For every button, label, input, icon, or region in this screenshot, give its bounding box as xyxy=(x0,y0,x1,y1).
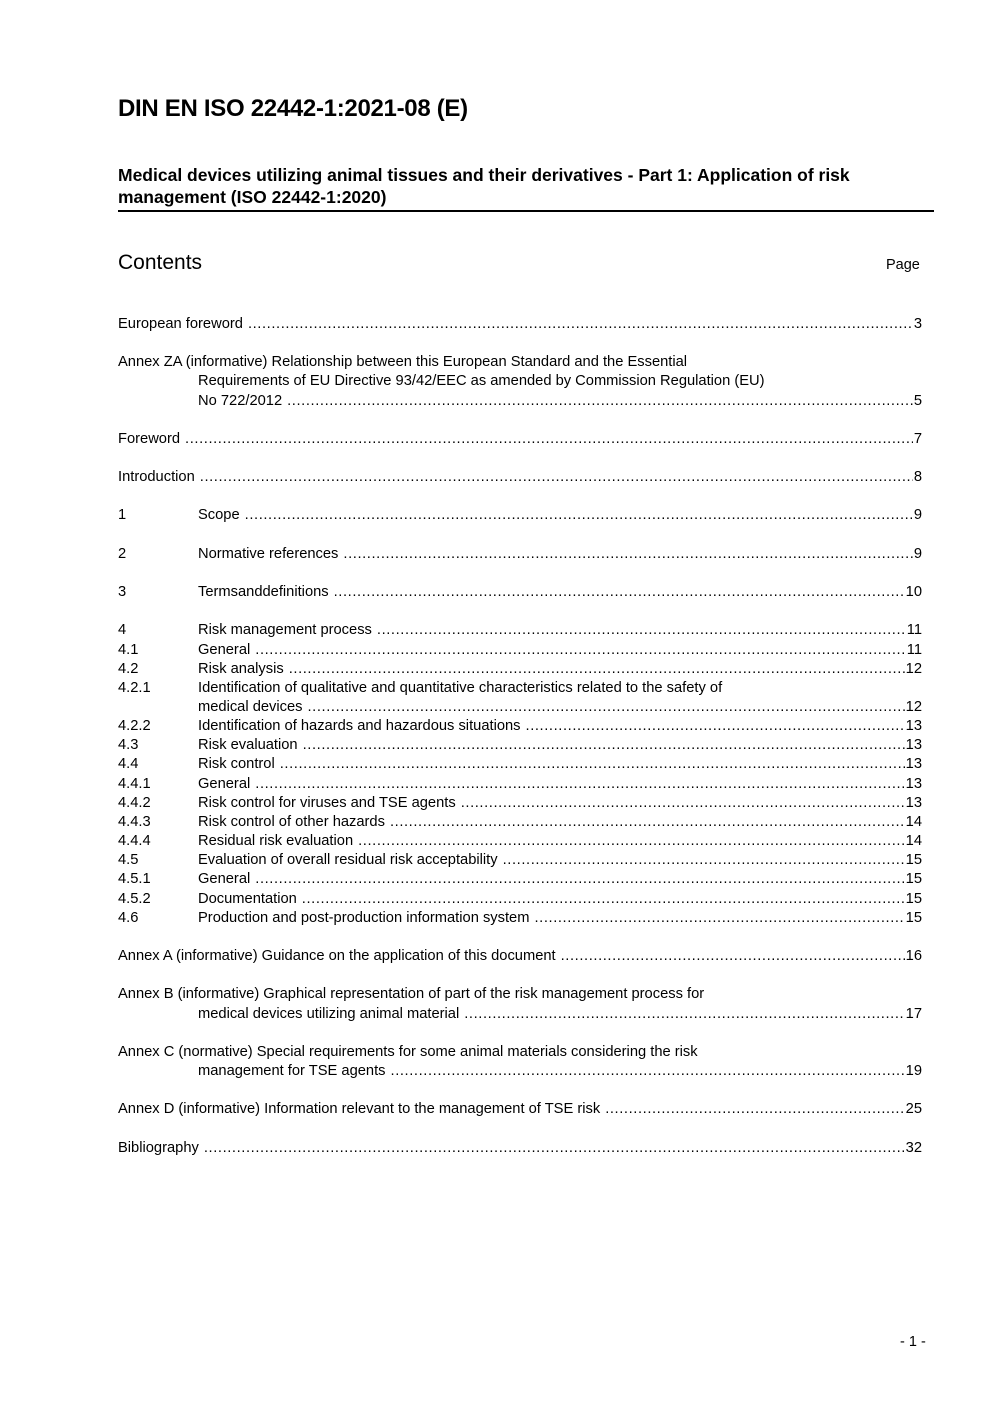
page-column-heading: Page xyxy=(886,257,920,273)
toc-leader-dots xyxy=(461,794,905,813)
toc-entry-page: 10 xyxy=(905,584,922,600)
toc-entry-page: 11 xyxy=(906,642,922,658)
toc-entry-section-4-2-2[interactable] xyxy=(118,717,922,736)
toc-entry-section-4-5-1[interactable] xyxy=(118,870,922,889)
toc-entry-section-4-5-2[interactable] xyxy=(118,890,922,909)
toc-entry-title: Bibliography xyxy=(118,1140,199,1156)
toc-leader-dots xyxy=(200,468,913,487)
toc-entry-introduction[interactable] xyxy=(118,468,922,487)
toc-entry-annex-d[interactable] xyxy=(118,1100,922,1119)
toc-entry-page: 14 xyxy=(905,814,922,830)
toc-entry-section-4[interactable] xyxy=(118,621,922,640)
toc-entry-title: Termsanddefinitions xyxy=(198,584,329,600)
toc-entry-title: Identification of qualitative and quantitative characteristics related to the safety of xyxy=(198,680,723,696)
toc-section-number: 4.4.3 xyxy=(118,814,151,830)
toc-section-number: 4.1 xyxy=(118,642,139,658)
toc-leader-dots xyxy=(255,775,904,794)
toc-section-number: 4.4.1 xyxy=(118,776,151,792)
toc-entry-page: 13 xyxy=(905,795,922,811)
toc-entry-title: Requirements of EU Directive 93/42/EEC as amended by Commission Regulation (EU) xyxy=(198,373,765,389)
toc-leader-dots xyxy=(287,392,913,411)
toc-entry-page: 25 xyxy=(905,1101,922,1117)
toc-entry-section-4-2-1-cont[interactable] xyxy=(118,698,922,717)
toc-entry-page: 15 xyxy=(905,871,922,887)
toc-leader-dots xyxy=(289,660,905,679)
toc-entry-title: Annex A (informative) Guidance on the application of this document xyxy=(118,948,556,964)
toc-entry-annex-c-cont[interactable] xyxy=(118,1062,922,1081)
toc-entry-page: 12 xyxy=(905,661,922,677)
toc-section-number: 4.6 xyxy=(118,910,139,926)
toc-entry-title: Annex B (informative) Graphical representation of part of the risk management process for xyxy=(118,986,705,1002)
toc-entry-title: Annex ZA (informative) Relationship between this European Standard and the Essential xyxy=(118,354,688,370)
document-title: DIN EN ISO 22442-1:2021-08 (E) xyxy=(118,95,468,122)
toc-entry-title: Risk control xyxy=(198,756,275,772)
toc-section-number: 4.5.2 xyxy=(118,891,151,907)
toc-entry-page: 15 xyxy=(905,852,922,868)
toc-leader-dots xyxy=(303,736,905,755)
toc-entry-title: Annex C (normative) Special requirements for some animal materials considering the risk xyxy=(118,1044,698,1060)
toc-entry-title: Risk management process xyxy=(198,622,372,638)
toc-entry-annex-za-cont[interactable] xyxy=(118,372,922,391)
page-number: - 1 - xyxy=(900,1334,926,1350)
toc-entry-page: 13 xyxy=(905,776,922,792)
toc-entry-title: Risk analysis xyxy=(198,661,284,677)
toc-entry-annex-c[interactable] xyxy=(118,1043,922,1062)
toc-section-number: 4.2 xyxy=(118,661,139,677)
toc-leader-dots xyxy=(391,1062,905,1081)
toc-entry-title: General xyxy=(198,642,251,658)
toc-entry-title: Foreword xyxy=(118,431,181,447)
toc-entry-section-4-3[interactable] xyxy=(118,736,922,755)
toc-entry-page: 13 xyxy=(905,737,922,753)
toc-entry-page: 16 xyxy=(905,948,922,964)
toc-leader-dots xyxy=(503,851,905,870)
toc-entry-title: medical devices xyxy=(198,699,303,715)
toc-leader-dots xyxy=(280,755,905,774)
contents-heading: Contents xyxy=(118,251,203,274)
toc-leader-dots xyxy=(308,698,905,717)
toc-entry-title: Introduction xyxy=(118,469,195,485)
toc-section-number: 4.4.4 xyxy=(118,833,151,849)
toc-entry-page: 9 xyxy=(913,546,922,562)
toc-entry-page: 13 xyxy=(905,756,922,772)
toc-entry-section-4-4-4[interactable] xyxy=(118,832,922,851)
toc-leader-dots xyxy=(377,621,906,640)
toc-entry-title: European foreword xyxy=(118,316,243,332)
toc-entry-page: 9 xyxy=(913,507,922,523)
toc-leader-dots xyxy=(464,1005,904,1024)
toc-entry-section-4-6[interactable] xyxy=(118,909,922,928)
toc-entry-section-4-4[interactable] xyxy=(118,755,922,774)
toc-section-number: 4.5 xyxy=(118,852,139,868)
toc-entry-page: 32 xyxy=(905,1140,922,1156)
toc-entry-title: Residual risk evaluation xyxy=(198,833,354,849)
toc-section-number: 4.5.1 xyxy=(118,871,151,887)
toc-entry-title: Risk control of other hazards xyxy=(198,814,385,830)
toc-entry-section-4-2[interactable] xyxy=(118,660,922,679)
toc-section-number: 1 xyxy=(118,507,127,523)
toc-section-number: 4.2.1 xyxy=(118,680,151,696)
toc-entry-annex-b-cont[interactable] xyxy=(118,1005,922,1024)
toc-entry-bibliography[interactable] xyxy=(118,1139,922,1158)
toc-leader-dots xyxy=(302,890,905,909)
toc-leader-dots xyxy=(204,1139,905,1158)
toc-entry-page: 11 xyxy=(906,622,922,638)
toc-entry-section-3[interactable] xyxy=(118,583,922,602)
toc-entry-title: medical devices utilizing animal material xyxy=(198,1006,460,1022)
toc-section-number: 4.3 xyxy=(118,737,139,753)
toc-entry-title: Normative references xyxy=(198,546,339,562)
toc-section-number: 2 xyxy=(118,546,127,562)
toc-entry-section-4-4-2[interactable] xyxy=(118,794,922,813)
toc-section-number: 3 xyxy=(118,584,127,600)
toc-entry-section-1[interactable] xyxy=(118,506,922,525)
toc-entry-section-4-2-1[interactable] xyxy=(118,679,922,698)
toc-leader-dots xyxy=(255,641,905,660)
toc-entry-annex-b[interactable] xyxy=(118,985,922,1004)
toc-entry-page: 15 xyxy=(905,910,922,926)
toc-entry-page: 13 xyxy=(905,718,922,734)
toc-entry-annex-a[interactable] xyxy=(118,947,922,966)
toc-entry-page: 15 xyxy=(905,891,922,907)
toc-leader-dots xyxy=(334,583,905,602)
toc-entry-section-4-5[interactable] xyxy=(118,851,922,870)
toc-leader-dots xyxy=(248,315,913,334)
toc-entry-page: 14 xyxy=(905,833,922,849)
toc-section-number: 4.4.2 xyxy=(118,795,151,811)
toc-entry-title: Risk evaluation xyxy=(198,737,298,753)
toc-entry-title: Risk control for viruses and TSE agents xyxy=(198,795,456,811)
toc-entry-section-4-4-3[interactable] xyxy=(118,813,922,832)
toc-leader-dots xyxy=(526,717,905,736)
toc-entry-page: 12 xyxy=(905,699,922,715)
toc-entry-title: Scope xyxy=(198,507,240,523)
toc-entry-page: 19 xyxy=(905,1063,922,1079)
toc-entry-title: General xyxy=(198,776,251,792)
toc-entry-section-2[interactable] xyxy=(118,545,922,564)
toc-entry-annex-za-cont2[interactable] xyxy=(118,392,922,411)
toc-entry-title: General xyxy=(198,871,251,887)
toc-entry-foreword[interactable] xyxy=(118,430,922,449)
toc-leader-dots xyxy=(605,1100,904,1119)
toc-entry-title: Identification of hazards and hazardous situations xyxy=(198,718,521,734)
document-subtitle: Medical devices utilizing animal tissues and their derivatives - Part 1: Application of risk management (ISO 22442-1:2020) xyxy=(118,165,850,207)
toc-leader-dots xyxy=(390,813,905,832)
toc-entry-title: management for TSE agents xyxy=(198,1063,386,1079)
toc-leader-dots xyxy=(185,430,913,449)
toc-entry-page: 5 xyxy=(913,393,922,409)
toc-section-number: 4 xyxy=(118,622,127,638)
toc-entry-page: 3 xyxy=(913,316,922,332)
toc-entry-section-4-1[interactable] xyxy=(118,641,922,660)
toc-entry-page: 17 xyxy=(905,1006,922,1022)
toc-entry-annex-za[interactable] xyxy=(118,353,922,372)
toc-leader-dots xyxy=(343,545,912,564)
toc-leader-dots xyxy=(245,506,913,525)
toc-entry-title: Documentation xyxy=(198,891,297,907)
toc-entry-european-foreword[interactable] xyxy=(118,315,922,334)
toc-entry-title: No 722/2012 xyxy=(198,393,283,409)
toc-entry-title: Production and post-production information system xyxy=(198,910,530,926)
toc-section-number: 4.4 xyxy=(118,756,139,772)
toc-entry-section-4-4-1[interactable] xyxy=(118,775,922,794)
toc-entry-page: 8 xyxy=(913,469,922,485)
toc-entry-title: Evaluation of overall residual risk acceptability xyxy=(198,852,498,868)
table-of-contents xyxy=(118,0,922,1403)
toc-leader-dots xyxy=(561,947,905,966)
toc-leader-dots xyxy=(255,870,904,889)
toc-leader-dots xyxy=(358,832,905,851)
toc-entry-title: Annex D (informative) Information relevant to the management of TSE risk xyxy=(118,1101,601,1117)
toc-entry-page: 7 xyxy=(913,431,922,447)
toc-section-number: 4.2.2 xyxy=(118,718,151,734)
toc-leader-dots xyxy=(534,909,904,928)
